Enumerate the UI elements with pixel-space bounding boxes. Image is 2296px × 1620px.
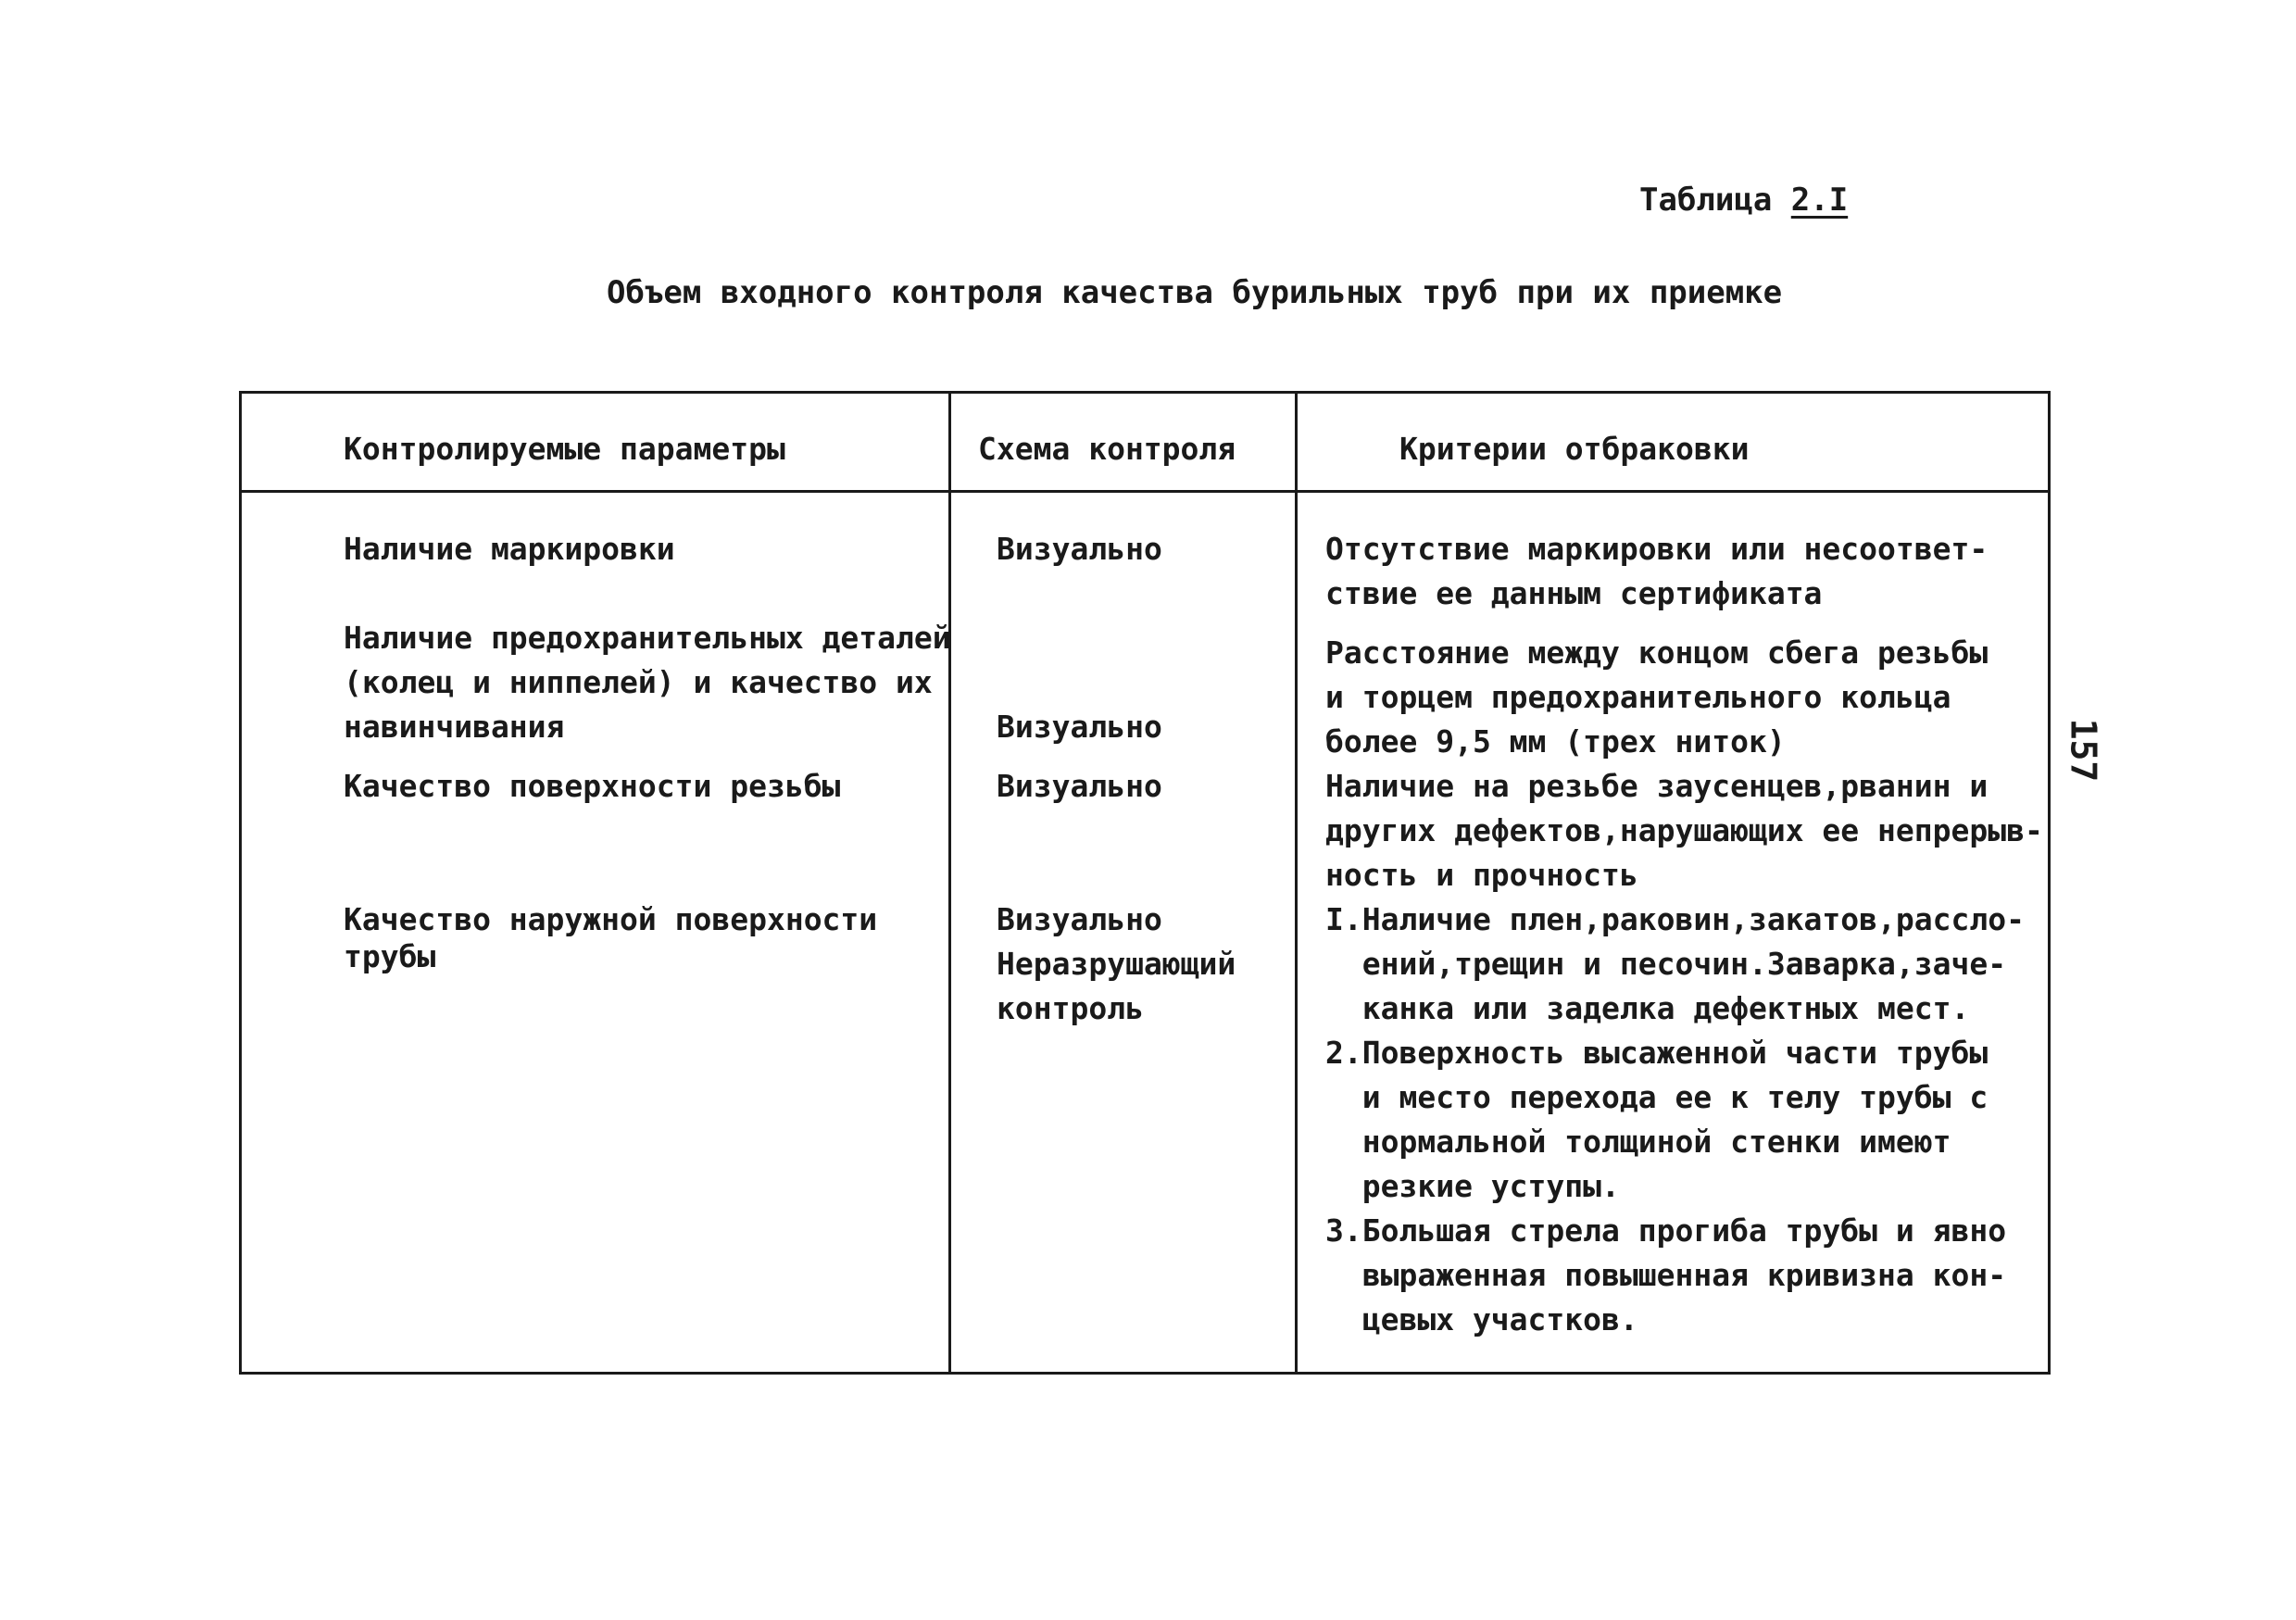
table-label — [1639, 182, 1848, 219]
row4-criteria-line5: и место перехода ее к телу трубы с — [1325, 1079, 1989, 1115]
page-number: 157 — [2063, 718, 2104, 783]
row4-criteria-line10: цевых участков. — [1325, 1301, 1638, 1337]
row2-method: Визуально — [997, 709, 1162, 745]
header-parameters: Контролируемые параметры — [344, 431, 785, 467]
row4-criteria-line6: нормальной толщиной стенки имеют — [1325, 1124, 1951, 1160]
document-title: Объем входного контроля качества бурильных труб при их приемке — [607, 274, 1783, 311]
row4-criteria-line9: выраженная повышенная кривизна кон- — [1325, 1257, 2007, 1293]
row4-parameter-line1: Качество наружной поверхности — [344, 901, 878, 937]
inspection-table — [239, 391, 2051, 1375]
row1-parameter: Наличие маркировки — [344, 531, 675, 567]
row2-parameter-line3: навинчивания — [344, 709, 565, 745]
row4-method-line2: Неразрушающий — [997, 946, 1236, 982]
row2-parameter-line1: Наличие предохранительных деталей — [344, 620, 951, 656]
row4-criteria-line2: ений,трещин и песочин.Заварка,заче- — [1325, 946, 2007, 982]
row3-method: Визуально — [997, 768, 1162, 804]
row2-parameter-line2: (колец и ниппелей) и качество их — [344, 664, 933, 700]
row4-criteria-line1: I.Наличие плен,раковин,закатов,рассло- — [1325, 901, 2025, 937]
row4-criteria-line7: резкие уступы. — [1325, 1168, 1620, 1204]
header-divider — [242, 490, 2048, 493]
row1-criteria-line2: ствие ее данным сертификата — [1325, 575, 1823, 611]
column-divider — [1295, 394, 1298, 1372]
row4-criteria-line3: канка или заделка дефектных мест. — [1325, 990, 1970, 1026]
row2-criteria-line1: Расстояние между концом сбега резьбы — [1325, 634, 1989, 671]
row3-parameter: Качество поверхности резьбы — [344, 768, 841, 804]
row1-method: Визуально — [997, 531, 1162, 567]
row2-criteria-line2: и торцем предохранительного кольца — [1325, 679, 1951, 715]
row4-parameter-line2: трубы — [344, 938, 436, 974]
row2-criteria-line3: более 9,5 мм (трех ниток) — [1325, 723, 1786, 760]
row4-method-line1: Визуально — [997, 901, 1162, 937]
row3-criteria-line3: ность и прочность — [1325, 857, 1638, 893]
header-method: Схема контроля — [978, 431, 1236, 467]
table-number: 2.I — [1790, 182, 1849, 219]
row4-method-line3: контроль — [997, 990, 1144, 1026]
row1-criteria-line1: Отсутствие маркировки или несоответ- — [1325, 531, 1989, 567]
table-label-prefix: Таблица — [1639, 182, 1791, 219]
row3-criteria-line1: Наличие на резьбе заусенцев,рванин и — [1325, 768, 1989, 804]
column-divider — [948, 394, 951, 1372]
header-criteria: Критерии отбраковки — [1399, 431, 1750, 467]
row4-criteria-line8: 3.Большая стрела прогиба трубы и явно — [1325, 1212, 2007, 1249]
row4-criteria-line4: 2.Поверхность высаженной части трубы — [1325, 1035, 1989, 1071]
row3-criteria-line2: других дефектов,нарушающих ее непрерыв- — [1325, 812, 2043, 848]
